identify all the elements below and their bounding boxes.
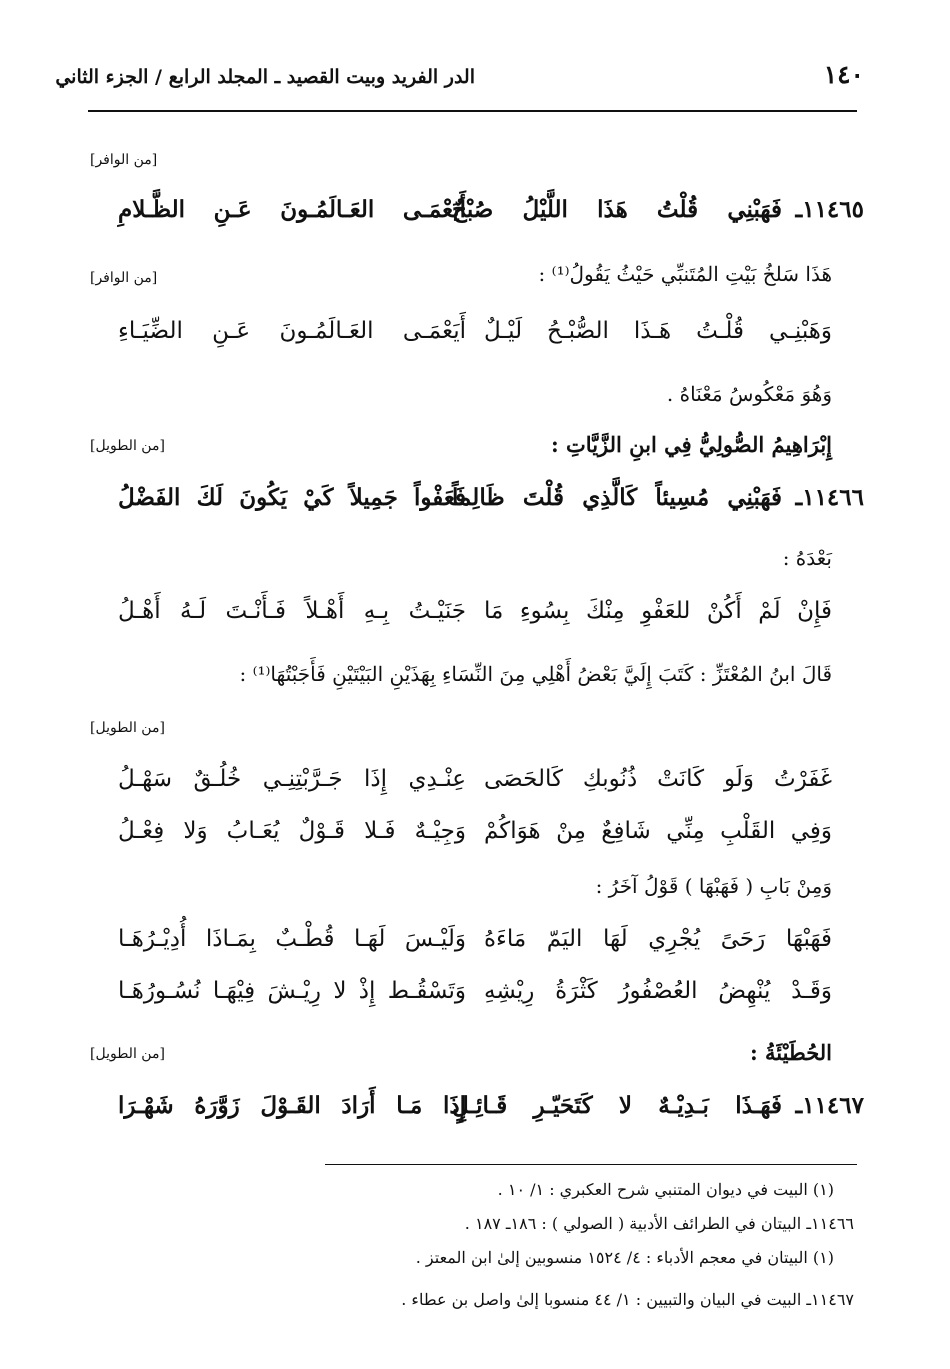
- poet-heading: إِبْرَاهِيمُ الصُّولِيُّ فِي ابنِ الزَّيَّاتِ :: [550, 432, 832, 457]
- verse-second-hemistich: جَنَيْـتُ بِـهِ أَهْـلاً فَـأَنْـتَ لَـهُ أَهْـلُ: [118, 598, 466, 624]
- prose-line: بَعْدَهُ :: [782, 546, 832, 570]
- verse-first-hemistich: وَهَبْنِـي قُلْـتُ هَـذَا الصُّبْـحُ لَيْـلٌ: [484, 318, 832, 344]
- verse-second-hemistich: وَلَيْـسَ لَهَـا قُطْـبٌ بِمَـاذَا أُدِيْـرُهَـا: [118, 926, 466, 952]
- verse-second-hemistich: أَيَعْمَـى العَـالَمُـونَ عَـنِ الظَّـلامِ: [118, 196, 466, 223]
- verse-number: ١١٤٦٧ـ: [795, 1092, 864, 1119]
- footnote: ١١٤٦٧ـ البيت في البيان والتبيين : ١/ ٤٤ منسوبا إلىٰ واصل بن عطاء .: [401, 1290, 854, 1309]
- footnote-rule: [325, 1164, 857, 1165]
- verse-first-hemistich: فَهَبْهَا رَحَىً يُجْرِي لَهَا اليَمّ مَاءَهُ: [484, 926, 832, 952]
- prose-line: هَذَا سَلخُ بَيْتِ المُتَنبِّي حَيْثُ يَقُولُ⁽¹⁾ :: [538, 262, 832, 286]
- page-number: ١٤٠: [823, 60, 864, 89]
- verse-number: ١١٤٦٥ـ: [795, 196, 864, 223]
- footnote: (١) البيتان في معجم الأدباء : ٤/ ١٥٢٤ منسوبين إلىٰ ابن المعتز .: [415, 1248, 834, 1267]
- meter-tag: [من الطويل]: [90, 720, 165, 736]
- verse-first-hemistich: فَهَبْنِي قُلْتُ هَذَا اللَّيْلُ صُبْحٌ: [452, 196, 782, 223]
- verse-first-hemistich: غَفَرْتُ وَلَو كَانَتْ ذُنُوبكِ كَالحَصَى: [484, 766, 832, 792]
- verse-second-hemistich: فَعَفْواً جَمِيلاً كَيْ يَكُونَ لَكَ الفَضْلُ: [118, 484, 466, 511]
- meter-tag: [من الطويل]: [90, 438, 165, 454]
- verse-first-hemistich: فَهَـذَا بَـدِيْـهٌ لا كَتَحَيّـرِ قَـائِـلٍ: [452, 1092, 782, 1119]
- prose-line: وَمِنْ بَابِ ( فَهَبْهَا ) قَوْلُ آخَرُ :: [595, 874, 832, 898]
- verse-first-hemistich: وَقَـدْ يُنْهِضُ العُصْفُورُ كَثْرَةُ رِيْشِهِ: [484, 978, 832, 1004]
- meter-tag: [من الوافر]: [90, 152, 158, 168]
- verse-second-hemistich: وَتَسْقُـط إِذْ لا رِيْـشَ فِيْهَـا نُسُـورُهَـا: [118, 978, 466, 1004]
- verse-number: ١١٤٦٦ـ: [795, 484, 864, 511]
- prose-line: قَالَ ابنُ المُعْتَزِّ : كَتَبَ إِلَيَّ بَعْضُ أَهْلِي مِنَ النِّسَاءِ بِهَذَيْنِ البَيْتَيْنِ فَأَجَبْتُهَا⁽¹⁾ :: [239, 662, 832, 686]
- header-rule: [88, 110, 857, 112]
- verse-first-hemistich: فَهَبْنِي مُسِيئاً كَالَّذِي قُلْتَ ظَالِماً: [452, 484, 782, 511]
- verse-first-hemistich: فَإِنْ لَمْ أَكُنْ للعَفْوِ مِنْكَ بِسُوءِ مَا: [484, 598, 832, 624]
- prose-line: وَهُوَ مَعْكُوسُ مَعْنَاهُ .: [666, 382, 832, 406]
- footnote: ١١٤٦٦ـ البيتان في الطرائف الأدبية ( الصولي ) : ١٨٦ـ ١٨٧ .: [464, 1214, 854, 1233]
- verse-second-hemistich: وَجِيْـهٌ فَـلا قَـوْلٌ يُعَـابُ وَلا فِعْـلُ: [118, 818, 466, 844]
- meter-tag: [من الطويل]: [90, 1046, 165, 1062]
- running-header-title: الدر الفريد وبيت القصيد ـ المجلد الرابع / الجزء الثاني: [55, 66, 475, 88]
- poet-heading: الحُطَيْئَةُ :: [749, 1040, 832, 1065]
- verse-first-hemistich: وَفِي القَلْبِ مِنِّي شَافِعٌ مِنْ هَوَاكُمْ: [484, 818, 832, 844]
- verse-second-hemistich: إِذَا مَـا أَرَادَ القَـوْلَ زَوَّرَهُ شَهْـرَا: [118, 1092, 466, 1119]
- footnote: (١) البيت في ديوان المتنبي شرح العكبري : ١/ ١٠ .: [497, 1180, 834, 1199]
- verse-second-hemistich: عِنْـدِي إِذَا جَـرَّبْتِنِـي خُلُـقٌ سَهْـلُ: [118, 766, 466, 792]
- meter-tag: [من الوافر]: [90, 270, 158, 286]
- verse-second-hemistich: أَيَعْمَـى العَـالَمُـونَ عَـنِ الضِّيَـاءِ: [118, 318, 466, 344]
